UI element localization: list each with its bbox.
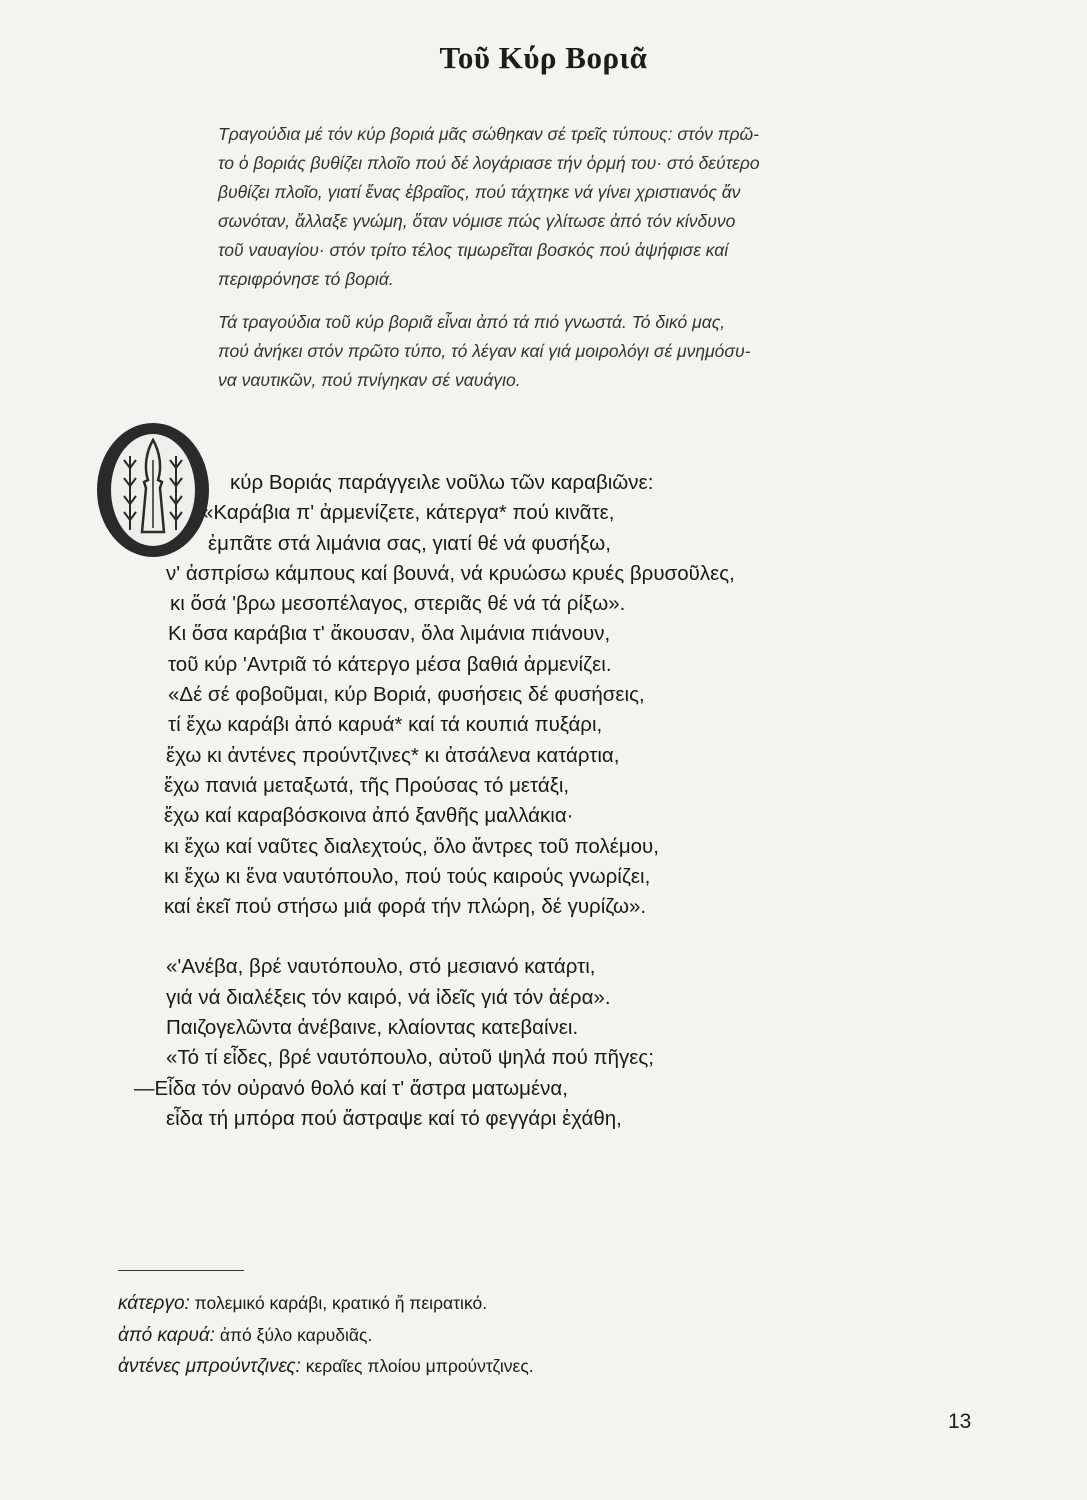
verse-line: ἔχω κι ἀντένες προύντζινες* κι ἀτσάλενα κατάρτια, <box>166 743 620 767</box>
footnote-definition: ἀπό ξύλο καρυδιᾶς. <box>219 1324 373 1345</box>
verse-line: τί ἔχω καράβι ἀπό καρυά* καί τά κουπιά πυξάρι, <box>168 713 603 737</box>
page-number: 13 <box>948 1410 972 1433</box>
verse-line: ἐμπᾶτε στά λιμάνια σας, γιατί θέ νά φυσήξω, <box>208 531 611 555</box>
verse-line: ν' ἀσπρίσω κάμπους καί βουνά, νά κρυώσω κρυές βρυσοῦλες, <box>166 561 735 585</box>
text-line: περιφρόνησε τό βοριά. <box>218 269 394 289</box>
verse-line: κύρ Βοριάς παράγγειλε νοῦλω τῶν καραβιῶνε: <box>230 471 654 494</box>
footnote-term: κάτεργο: <box>118 1293 190 1314</box>
verse-line: καί ἐκεῖ πού στήσω μιά φορά τήν πλώρη, δέ γυρίζω». <box>164 895 647 919</box>
text-line: βυθίζει πλοῖο, γιατί ἕνας ἑβραῖος, πού τάχτηκε νά γίνει χριστιανός ἄν <box>218 182 741 202</box>
page-title: Τοῦ Κύρ Βοριᾶ <box>439 40 648 75</box>
footnote <box>118 1288 534 1320</box>
text-line: σωνόταν, ἄλλαξε γνώμη, ὅταν νόμισε πώς γλίτωσε ἀπό τόν κίνδυνο <box>218 211 736 231</box>
text-line: Τραγούδια μέ τόν κύρ βοριά μᾶς σώθηκαν σέ τρεῖς τύπους: στόν πρῶ- <box>218 124 759 144</box>
footnote-definition: πολεμικό καράβι, κρατικό ἤ πειρατικό. <box>194 1293 488 1313</box>
poem-stanza-1 <box>160 468 735 922</box>
verse-line: «Δέ σέ φοβοῦμαι, κύρ Βοριά, φυσήσεις δέ φυσήσεις, <box>168 683 645 707</box>
footnote <box>118 1320 534 1352</box>
verse-line: γιά νά διαλέξεις τόν καιρό, νά ἰδεῖς γιά τόν ἀέρα». <box>166 985 611 1009</box>
text-line: το ὁ βοριάς βυθίζει πλοῖο πού δέ λογάριασε τήν ὁρμή του· στό δεύτερο <box>218 153 760 173</box>
footnote <box>118 1351 534 1383</box>
text-line: τοῦ ναυαγίου· στόν τρίτο τέλος τιμωρεῖται βοσκός πού ἀψήφισε καί <box>218 240 729 260</box>
text-line: να ναυτικῶν, πού πνίγηκαν σέ ναυάγιο. <box>218 370 521 390</box>
verse-line: ἔχω πανιά μεταξωτά, τῆς Προύσας τό μετάξι, <box>164 773 570 797</box>
verse-line: κι ἔχω κι ἕνα ναυτόπουλο, πού τούς καιρούς γνωρίζει, <box>164 864 651 888</box>
footnotes <box>118 1288 534 1383</box>
verse-line: —Εἶδα τόν οὐρανό θολό καί τ' ἄστρα ματωμένα, <box>134 1076 568 1100</box>
verse-line: κι ἔχω καί ναῦτες διαλεχτούς, ὅλο ἄντρες τοῦ πολέμου, <box>164 834 659 858</box>
verse-line: τοῦ κύρ 'Αντριᾶ τό κάτεργο μέσα βαθιά ἀρμενίζει. <box>168 652 612 676</box>
verse-line: κι ὅσά 'βρω μεσοπέλαγος, στεριᾶς θέ νά τά ρίξω». <box>170 592 626 616</box>
intro-text <box>218 120 978 409</box>
intro-paragraph-1 <box>218 120 978 294</box>
verse-line: «Καράβια π' ἀρμενίζετε, κάτεργα* πού κινᾶτε, <box>202 501 615 525</box>
verse-line: «'Ανέβα, βρέ ναυτόπουλο, στό μεσιανό κατάρτι, <box>166 955 596 979</box>
text-line: πού ἀνήκει στόν πρῶτο τύπο, τό λέγαν καί γιά μοιρολόγι σέ μνημόσυ- <box>218 341 751 361</box>
text-line: Τά τραγούδια τοῦ κύρ βοριᾶ εἶναι ἀπό τά πιό γνωστά. Τό δικό μας, <box>218 312 726 332</box>
verse-line: Παιζογελῶντα ἀνέβαινε, κλαίοντας κατεβαίνει. <box>166 1016 579 1040</box>
verse-line: Κι ὅσα καράβια τ' ἄκουσαν, ὅλα λιμάνια πιάνουν, <box>168 622 611 646</box>
footnote-divider <box>118 1270 244 1271</box>
verse-line: «Τό τί εἶδες, βρέ ναυτόπουλο, αὐτοῦ ψηλά πού πῆγες; <box>166 1046 654 1070</box>
footnote-term: ἀπό καρυά: <box>118 1324 215 1346</box>
footnote-definition: κεραῖες πλοίου μπρούντζινες. <box>305 1356 534 1376</box>
verse-line: ἔχω καί καραβόσκοινα ἀπό ξανθῆς μαλλάκια· <box>164 804 574 828</box>
verse-line: εἶδα τή μπόρα πού ἄστραψε καί τό φεγγάρι ἐχάθη, <box>166 1106 622 1130</box>
poem <box>134 468 735 1164</box>
footnote-term: ἀντένες μπρούντζινες: <box>118 1356 301 1377</box>
poem-stanza-2 <box>134 952 735 1134</box>
intro-paragraph-2 <box>218 308 978 395</box>
